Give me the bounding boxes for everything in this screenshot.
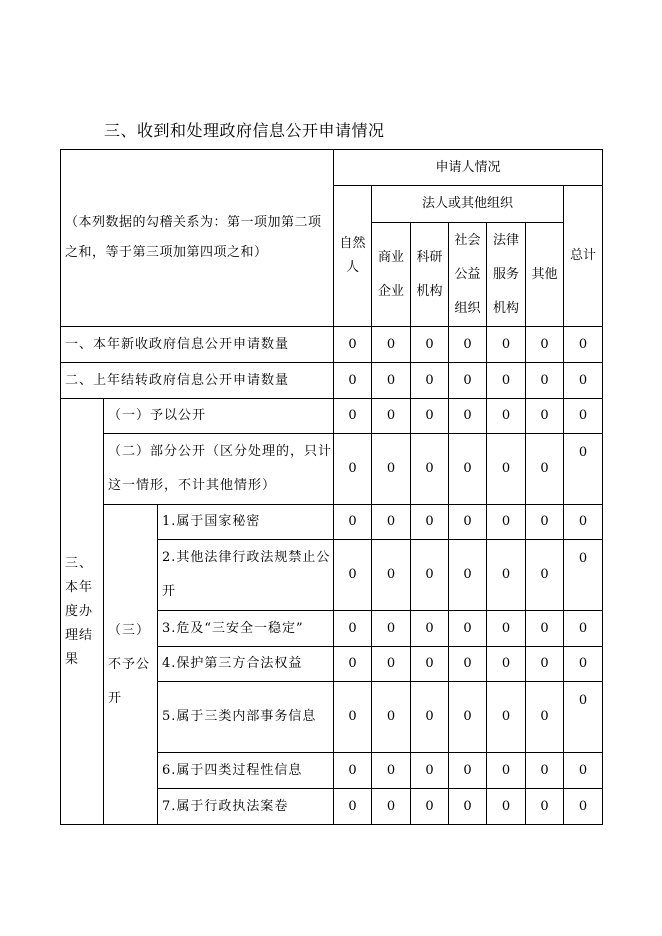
cell-value: 0	[372, 434, 411, 505]
cell-value: 0	[334, 611, 372, 647]
cell-value: 0	[564, 399, 603, 434]
cell-value: 0	[526, 434, 564, 505]
cell-value: 0	[372, 789, 411, 825]
header-total: 总计	[564, 186, 603, 327]
cell-value: 0	[564, 505, 603, 540]
cell-value: 0	[487, 682, 526, 753]
header-commercial-enterprise: 商业企业	[372, 223, 411, 327]
header-applicant-situation: 申请人情况	[334, 150, 603, 186]
cell-value: 0	[564, 540, 603, 611]
table-row-carried-over	[61, 363, 603, 399]
cell-value: 0	[564, 753, 603, 789]
cell-value: 0	[526, 682, 564, 753]
cell-value: 0	[487, 505, 526, 540]
row-label-carried-over: 二、上年结转政府信息公开申请数量	[61, 363, 334, 399]
cell-value: 0	[487, 753, 526, 789]
cell-value: 0	[564, 789, 603, 825]
cell-value: 0	[372, 399, 411, 434]
cell-value: 0	[526, 753, 564, 789]
cell-value: 0	[526, 399, 564, 434]
cell-value: 0	[372, 753, 411, 789]
cell-value: 0	[487, 434, 526, 505]
cell-value: 0	[487, 399, 526, 434]
cell-value: 0	[449, 399, 487, 434]
cell-value: 0	[449, 363, 487, 399]
table-row-partial	[61, 434, 603, 505]
cell-value: 0	[411, 611, 449, 647]
cell-value: 0	[526, 647, 564, 682]
cell-value: 0	[411, 363, 449, 399]
cell-value: 0	[334, 505, 372, 540]
cell-value: 0	[334, 399, 372, 434]
disclosure-table	[60, 149, 603, 825]
header-legal-person-group: 法人或其他组织	[372, 186, 564, 223]
cell-value: 0	[564, 363, 603, 399]
cell-value: 0	[564, 327, 603, 363]
cell-value: 0	[564, 611, 603, 647]
header-note: （本列数据的勾稽关系为：第一项加第二项之和，等于第三项加第四项之和）	[61, 150, 334, 327]
header-social-welfare-org: 社会公益组织	[449, 223, 487, 327]
row-label-reason: 2.其他法律行政法规禁止公开	[158, 540, 334, 611]
header-legal-service-org: 法律服务机构	[487, 223, 526, 327]
cell-value: 0	[449, 753, 487, 789]
cell-value: 0	[372, 682, 411, 753]
cell-value: 0	[564, 434, 603, 505]
cell-value: 0	[526, 540, 564, 611]
cell-value: 0	[334, 647, 372, 682]
header-other: 其他	[526, 223, 564, 327]
cell-value: 0	[411, 789, 449, 825]
cell-value: 0	[411, 399, 449, 434]
page-title: 三、收到和处理政府信息公开申请情况	[104, 121, 385, 140]
cell-value: 0	[372, 611, 411, 647]
cell-value: 0	[334, 753, 372, 789]
cell-value: 0	[526, 789, 564, 825]
cell-value: 0	[411, 647, 449, 682]
cell-value: 0	[334, 327, 372, 363]
cell-value: 0	[564, 682, 603, 753]
section-three-label: 三、本年度办理结果	[61, 399, 104, 825]
cell-value: 0	[487, 647, 526, 682]
cell-value: 0	[411, 505, 449, 540]
cell-value: 0	[449, 505, 487, 540]
cell-value: 0	[487, 611, 526, 647]
cell-value: 0	[334, 682, 372, 753]
cell-value: 0	[449, 327, 487, 363]
table-row-disclose	[61, 399, 603, 434]
cell-value: 0	[487, 789, 526, 825]
cell-value: 0	[487, 363, 526, 399]
row-label-reason: 1.属于国家秘密	[158, 505, 334, 540]
row-label-reason: 6.属于四类过程性信息	[158, 753, 334, 789]
cell-value: 0	[411, 327, 449, 363]
cell-value: 0	[449, 611, 487, 647]
cell-value: 0	[526, 363, 564, 399]
cell-value: 0	[372, 505, 411, 540]
row-label-reason: 4.保护第三方合法权益	[158, 647, 334, 682]
cell-value: 0	[487, 540, 526, 611]
table-row-reason	[61, 505, 603, 540]
row-label-reason: 5.属于三类内部事务信息	[158, 682, 334, 753]
table-row-new-requests	[61, 327, 603, 363]
row-label-reason: 3.危及“三安全一稳定”	[158, 611, 334, 647]
cell-value: 0	[411, 434, 449, 505]
cell-value: 0	[526, 611, 564, 647]
cell-value: 0	[334, 789, 372, 825]
header-research-institution: 科研机构	[411, 223, 449, 327]
cell-value: 0	[449, 434, 487, 505]
cell-value: 0	[372, 540, 411, 611]
cell-value: 0	[449, 540, 487, 611]
cell-value: 0	[372, 647, 411, 682]
cell-value: 0	[449, 682, 487, 753]
cell-value: 0	[334, 363, 372, 399]
header-natural-person: 自然人	[334, 186, 372, 327]
cell-value: 0	[372, 327, 411, 363]
cell-value: 0	[372, 363, 411, 399]
cell-value: 0	[334, 540, 372, 611]
not-disclose-label: （三）不予公开	[104, 505, 158, 825]
cell-value: 0	[526, 505, 564, 540]
cell-value: 0	[411, 540, 449, 611]
row-label-new-requests: 一、本年新收政府信息公开申请数量	[61, 327, 334, 363]
cell-value: 0	[487, 327, 526, 363]
cell-value: 0	[449, 789, 487, 825]
cell-value: 0	[449, 647, 487, 682]
row-label-reason: 7.属于行政执法案卷	[158, 789, 334, 825]
cell-value: 0	[411, 682, 449, 753]
row-label-partial: （二）部分公开（区分处理的，只计这一情形，不计其他情形）	[104, 434, 334, 505]
cell-value: 0	[526, 327, 564, 363]
row-label-disclose: （一）予以公开	[104, 399, 334, 434]
cell-value: 0	[564, 647, 603, 682]
cell-value: 0	[411, 753, 449, 789]
cell-value: 0	[334, 434, 372, 505]
